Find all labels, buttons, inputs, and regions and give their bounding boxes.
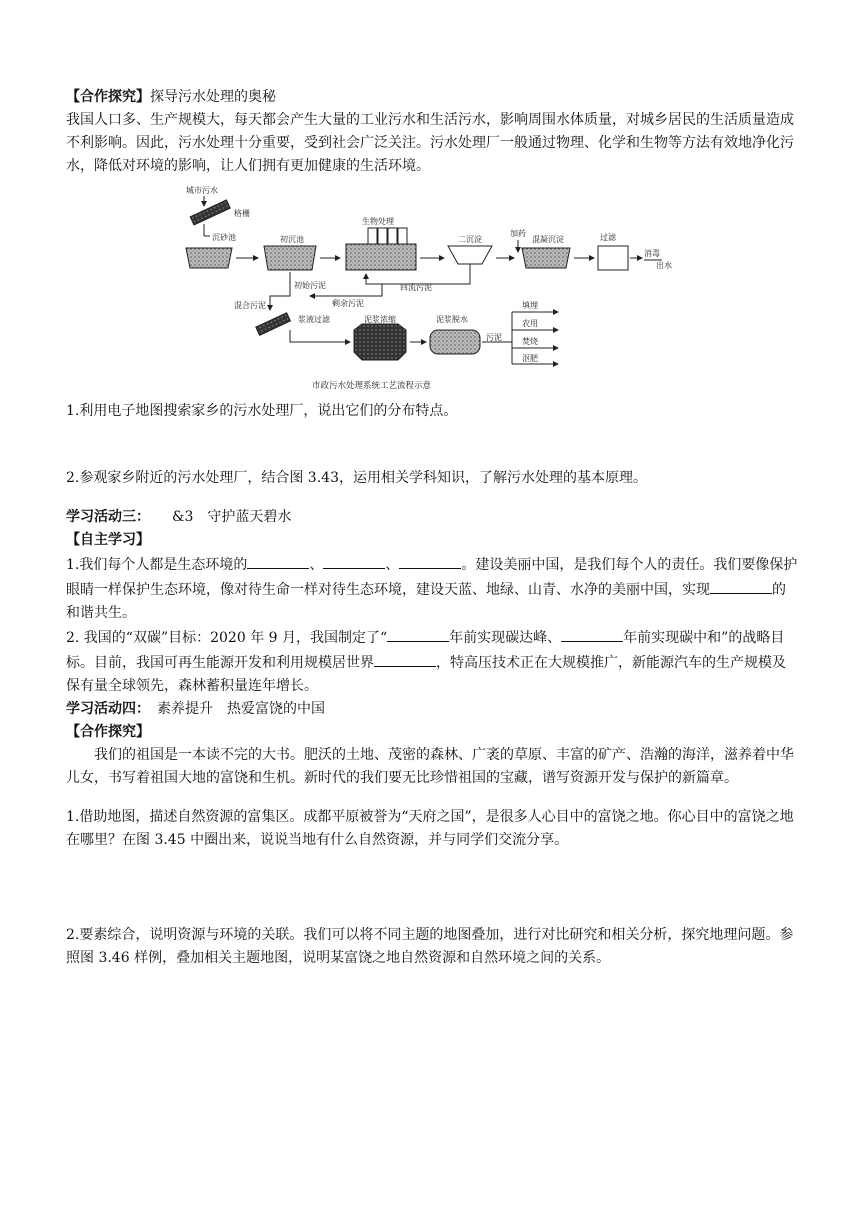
label-grit: 沉砂池 <box>212 233 236 242</box>
activity4-heading <box>66 698 798 721</box>
coop-heading: 【合作探究】 <box>66 724 150 740</box>
blank-2[interactable] <box>323 552 385 569</box>
label-filter: 过滤 <box>600 233 616 242</box>
worksheet-page <box>66 86 798 970</box>
blank-6[interactable] <box>561 625 623 642</box>
label-city-sewage: 城市污水 <box>186 186 218 195</box>
label-coag: 混凝沉淀 <box>532 235 564 244</box>
grit-tank <box>186 248 232 268</box>
q2-text-d: ，特高压技术正在大规模推广，新能源汽车的生产规模及保有量全球领先，森林蓄积量连年增长。 <box>66 655 786 694</box>
coag-tank <box>522 248 570 268</box>
q1-text-b: 。建设美丽中国，是我们每个人的责任。我们要像保护眼睛一样保护生态环境，像对待生命一样对待生态环境，建设天蓝、地绿、山青、水净的美丽中国，实现 <box>66 557 798 598</box>
label-bio: 生物处理 <box>362 217 394 226</box>
grille-shape <box>190 200 230 225</box>
label-compost: 沤肥 <box>522 354 538 363</box>
label-grille: 格栅 <box>234 209 250 218</box>
activity4-paragraph: 我们的祖国是一本读不完的大书。肥沃的土地、茂密的森林、广袤的草原、丰富的矿产、浩瀚的海洋，滋养着中华儿女，书写着祖国大地的富饶和生机。新时代的我们要无比珍惜祖国的宝藏，谱写资源开发与保护的新篇章。 <box>66 747 794 786</box>
label-thicken: 泥浆浓缩 <box>364 315 396 324</box>
q2-text-b: 年前实现碳达峰、 <box>449 630 562 646</box>
label-primary: 初沉池 <box>280 235 304 244</box>
label-slurry-filter: 浆液过滤 <box>298 315 330 324</box>
label-outlet: 出水 <box>656 261 672 270</box>
sewage-flow-figure <box>66 184 798 396</box>
activity3-question-1 <box>66 552 798 625</box>
self-study-heading: 【自主学习】 <box>66 532 150 548</box>
q1-sep-2: 、 <box>385 557 400 573</box>
blank-1[interactable] <box>247 552 309 569</box>
filter-box <box>598 246 628 270</box>
question-1-2: 2.参观家乡附近的污水处理厂，结合图 3.43，运用相关学科知识，了解污水处理的基本原理。 <box>66 470 647 486</box>
label-excess-sludge: 剩余污泥 <box>332 299 364 308</box>
q1-text-a: 1.我们每个人都是生态环境的 <box>66 557 248 573</box>
label-return-sludge: 回流污泥 <box>400 283 432 292</box>
activity4-question-1: 1.借助地图，描述自然资源的富集区。成都平原被誉为“天府之国”，是很多人心目中的富饶之地。你心目中的富饶之地在哪里？在图 3.45 中圈出来，说说当地有什么自然资源，并与同学们交流分享。 <box>66 809 794 848</box>
secondary-tank <box>448 246 492 264</box>
activity4-title: 学习活动四： <box>66 701 143 717</box>
activity3-question-2 <box>66 625 798 698</box>
activity3-heading <box>66 506 798 529</box>
blank-3[interactable] <box>399 552 461 569</box>
bio-tank <box>346 244 416 270</box>
thicken-tank <box>354 324 406 360</box>
label-disinfect: 消毒 <box>644 249 660 258</box>
label-secondary: 二沉淀 <box>458 235 482 244</box>
label-mixed-sludge: 混合污泥 <box>234 301 266 310</box>
label-farmland: 农用 <box>522 319 538 328</box>
label-dewater: 泥浆脱水 <box>436 315 468 324</box>
blank-5[interactable] <box>387 625 449 642</box>
q1-text-c: 的和谐共生。 <box>66 582 786 621</box>
intro-paragraph: 我国人口多、生产规模大，每天都会产生大量的工业污水和生活污水，影响周围水体质量，对城乡居民的生活质量造成不利影响。因此，污水处理十分重要，受到社会广泛关注。污水处理厂一般通过物理、化学和生物等方法有效地净化污水，降低对环境的影响，让人们拥有更加健康的生活环境。 <box>66 112 794 174</box>
activity4-subtitle: 素养提升 热爱富饶的中国 <box>157 701 325 717</box>
activity3-num: &3 <box>172 509 194 525</box>
figure-caption: 市政污水处理系统工艺流程示意 <box>312 381 432 391</box>
label-primary-sludge: 初始污泥 <box>294 281 326 290</box>
section-heading-bracket: 【合作探究】 <box>66 89 150 105</box>
section-heading-text: 探导污水处理的奥秘 <box>150 89 276 105</box>
label-landfill: 填埋 <box>522 301 538 310</box>
label-sludge: 污泥 <box>486 333 502 342</box>
mixed-sludge-shape <box>256 313 291 336</box>
process-flow-diagram <box>182 184 682 396</box>
q2-text-c: 年前实现碳中和”的战略目标。目前，我国可再生能源开发和利用规模居世界 <box>66 630 785 671</box>
q2-text-a: 2. 我国的“双碳”目标：2020 年 9 月，我国制定了“ <box>66 630 388 646</box>
blank-4[interactable] <box>710 577 772 594</box>
question-1-1: 1.利用电子地图搜索家乡的污水处理厂，说出它们的分布特点。 <box>66 403 458 419</box>
blank-7[interactable] <box>374 650 436 667</box>
section-heading <box>66 86 798 109</box>
activity3-subtitle: 守护蓝天碧水 <box>207 509 292 525</box>
activity4-question-2: 2.要素综合，说明资源与环境的关联。我们可以将不同主题的地图叠加，进行对比研究和相关分析，探究地理问题。参照图 3.46 样例，叠加相关主题地图，说明某富饶之地自然资源和自然环境之间的关系。 <box>66 927 794 966</box>
q1-sep-1: 、 <box>309 557 324 573</box>
label-incinerate: 焚烧 <box>522 337 538 346</box>
dewater-unit <box>430 330 480 354</box>
label-dosing: 加药 <box>510 229 526 238</box>
activity3-title: 学习活动三： <box>66 509 150 525</box>
primary-tank <box>264 246 316 270</box>
